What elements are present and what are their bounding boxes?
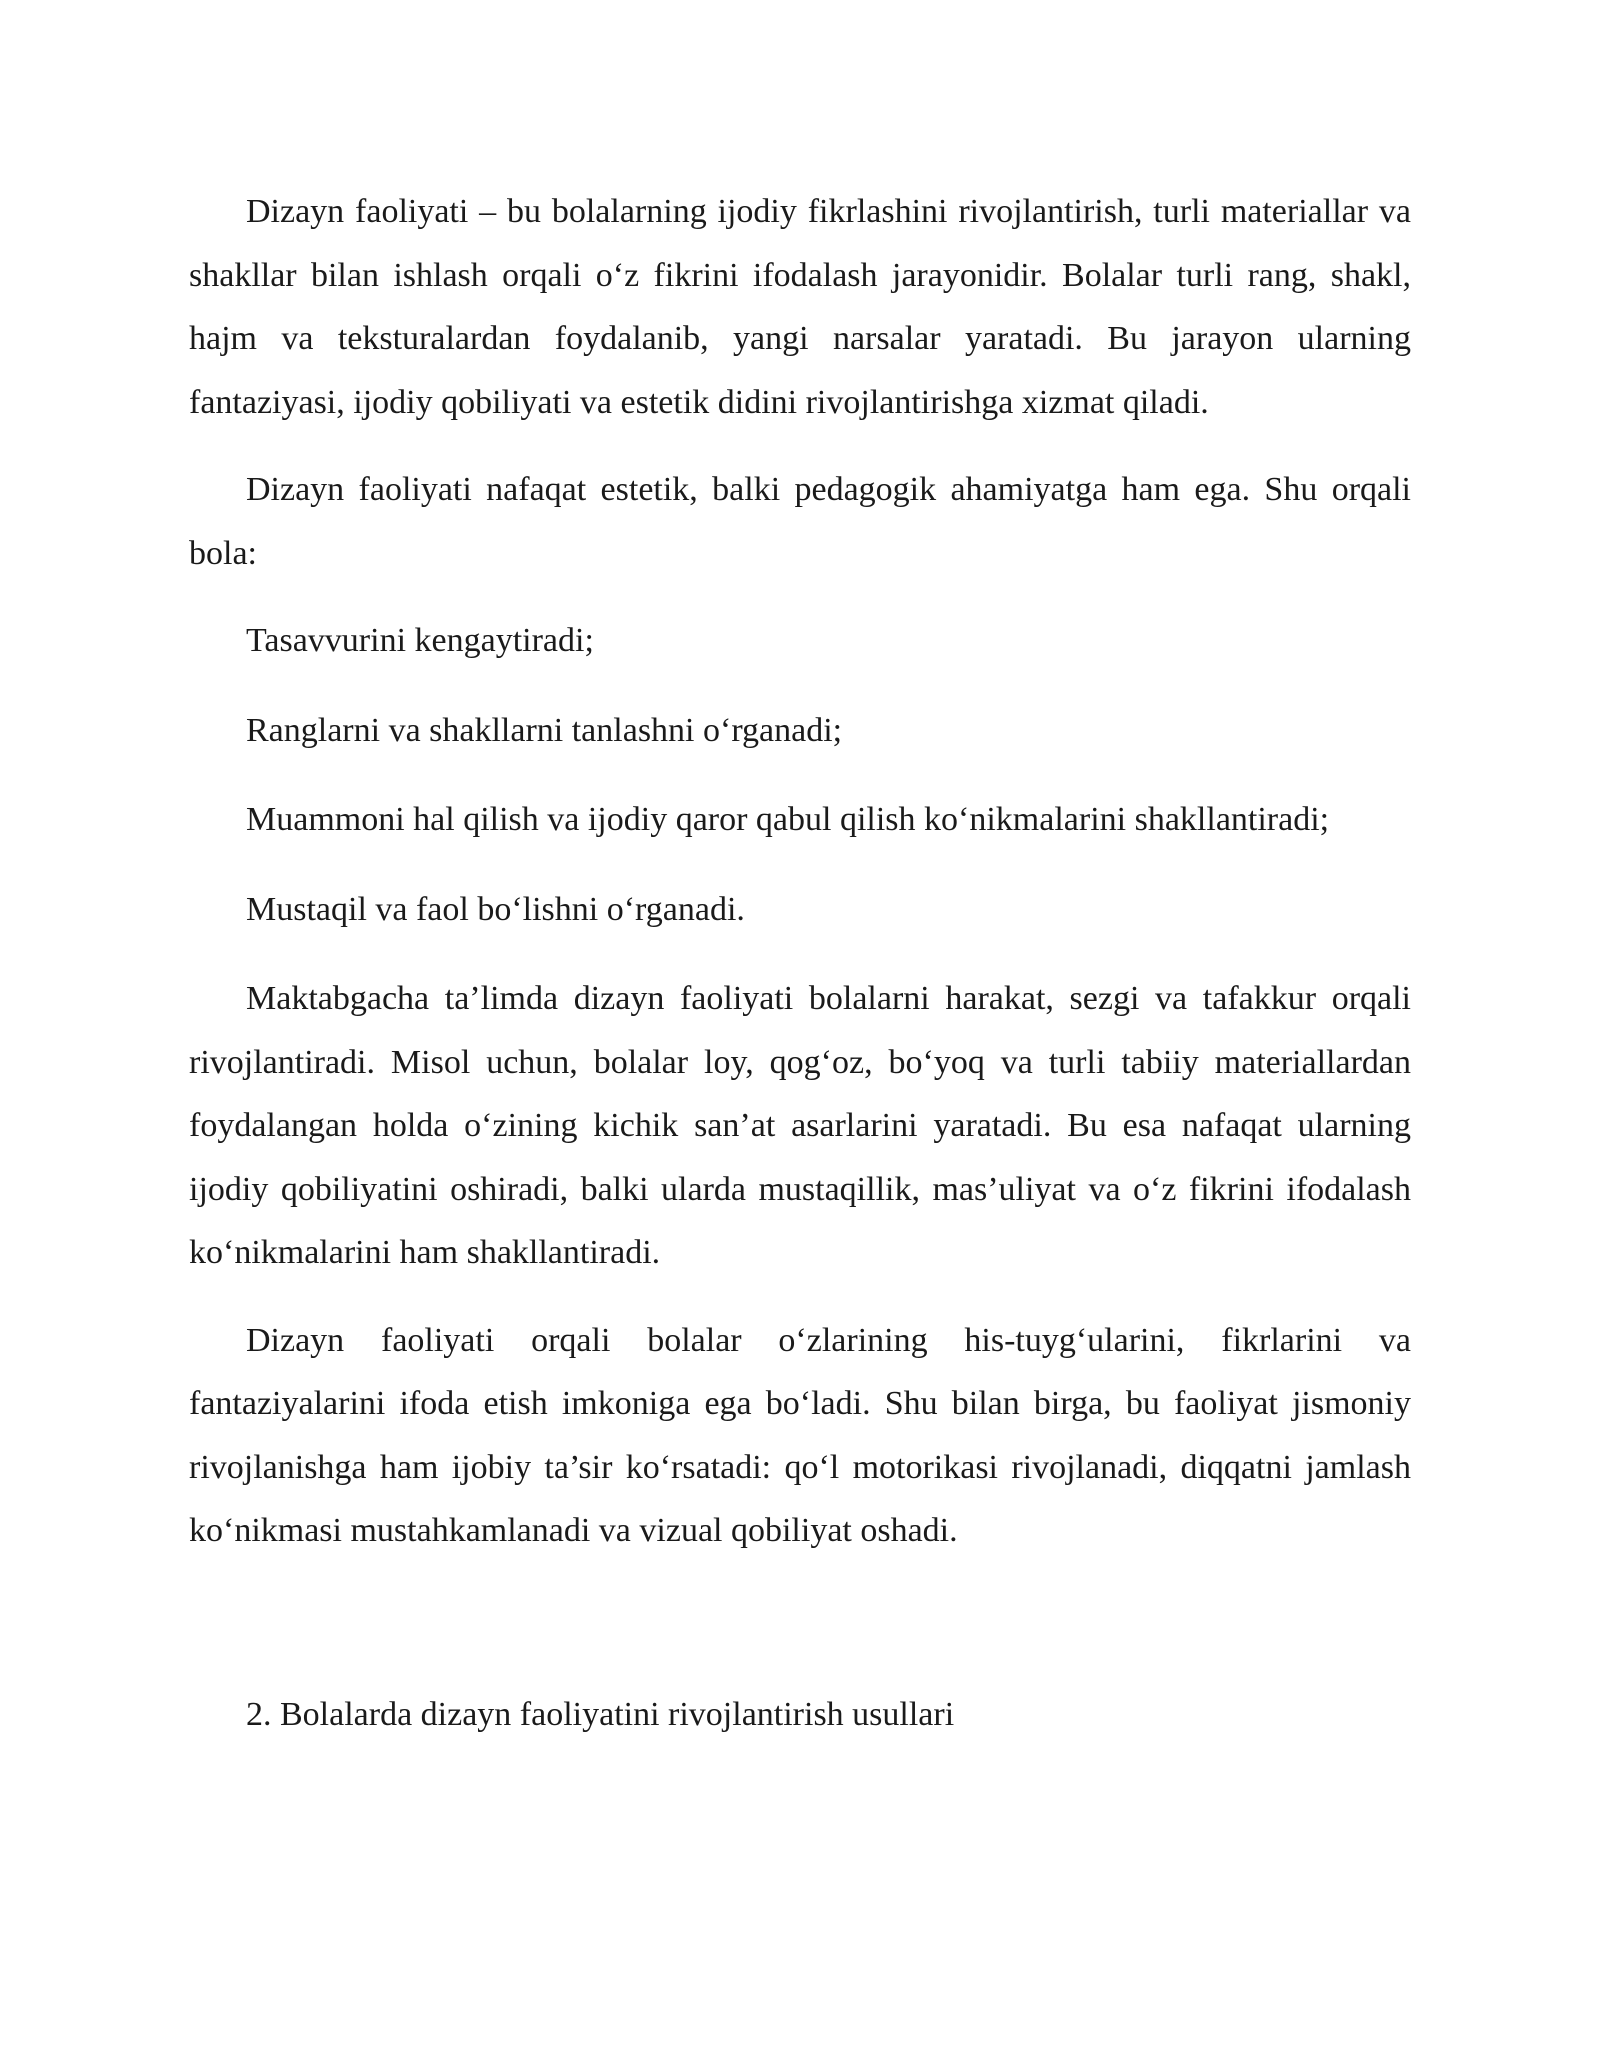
- document-body: [189, 180, 1411, 1746]
- list-item-independence: Mustaqil va faol bo‘lishni o‘rganadi.: [246, 890, 745, 928]
- list-item-problem-solving: Muammoni hal qilish va ijodiy qaror qabul qilish ko‘nikmalarini shakllantiradi;: [246, 801, 1330, 838]
- list-item-colors-shapes: Ranglarni va shakllarni tanlashni o‘rganadi;: [246, 711, 843, 749]
- paragraph-design-definition: Dizayn faoliyati – bu bolalarning ijodiy fikrlashini rivojlantirish, turli materiallar va shakllar bilan ishlash orqali o‘z fikrini ifodalash jarayonidir. Bolalar turli rang, shakl, hajm va teksturalardan foydalanib, yangi narsalar yaratadi. Bu jarayon ularning fantaziyasi, ijodiy qobiliyati va estetik didini rivojlantirishga xizmat qiladi.: [189, 193, 1411, 421]
- section-heading: 2. Bolalarda dizayn faoliyatini rivojlantirish usullari: [246, 1695, 955, 1733]
- list-item-imagination: Tasavvurini kengaytiradi;: [246, 622, 594, 659]
- paragraph-emotional-expression: Dizayn faoliyati orqali bolalar o‘zlarining his-tuyg‘ularini, fikrlarini va fantaziyalarini ifoda etish imkoniga ega bo‘ladi. Shu bilan birga, bu faoliyat jismoniy rivojlanishga ham ijobiy ta’sir ko‘rsatadi: qo‘l motorikasi rivojlanadi, diqqatni jamlash ko‘nikmasi mustahkamlanadi va vizual qobiliyat oshadi.: [189, 1321, 1411, 1549]
- paragraph-pedagogical-value: Dizayn faoliyati nafaqat estetik, balki pedagogik ahamiyatga ham ega. Shu orqali bola:: [189, 471, 1411, 572]
- paragraph-preschool-education: Maktabgacha ta’limda dizayn faoliyati bolalarni harakat, sezgi va tafakkur orqali rivojlantiradi. Misol uchun, bolalar loy, qog‘oz, bo‘yoq va turli tabiiy materiallardan foydalangan holda o‘zining kichik san’at asarlarini yaratadi. Bu esa nafaqat ularning ijodiy qobiliyatini oshiradi, balki ularda mustaqillik, mas’uliyat va o‘z fikrini ifodalash ko‘nikmalarini ham shakllantiradi.: [189, 980, 1411, 1271]
- section-spacer: [189, 1587, 1411, 1683]
